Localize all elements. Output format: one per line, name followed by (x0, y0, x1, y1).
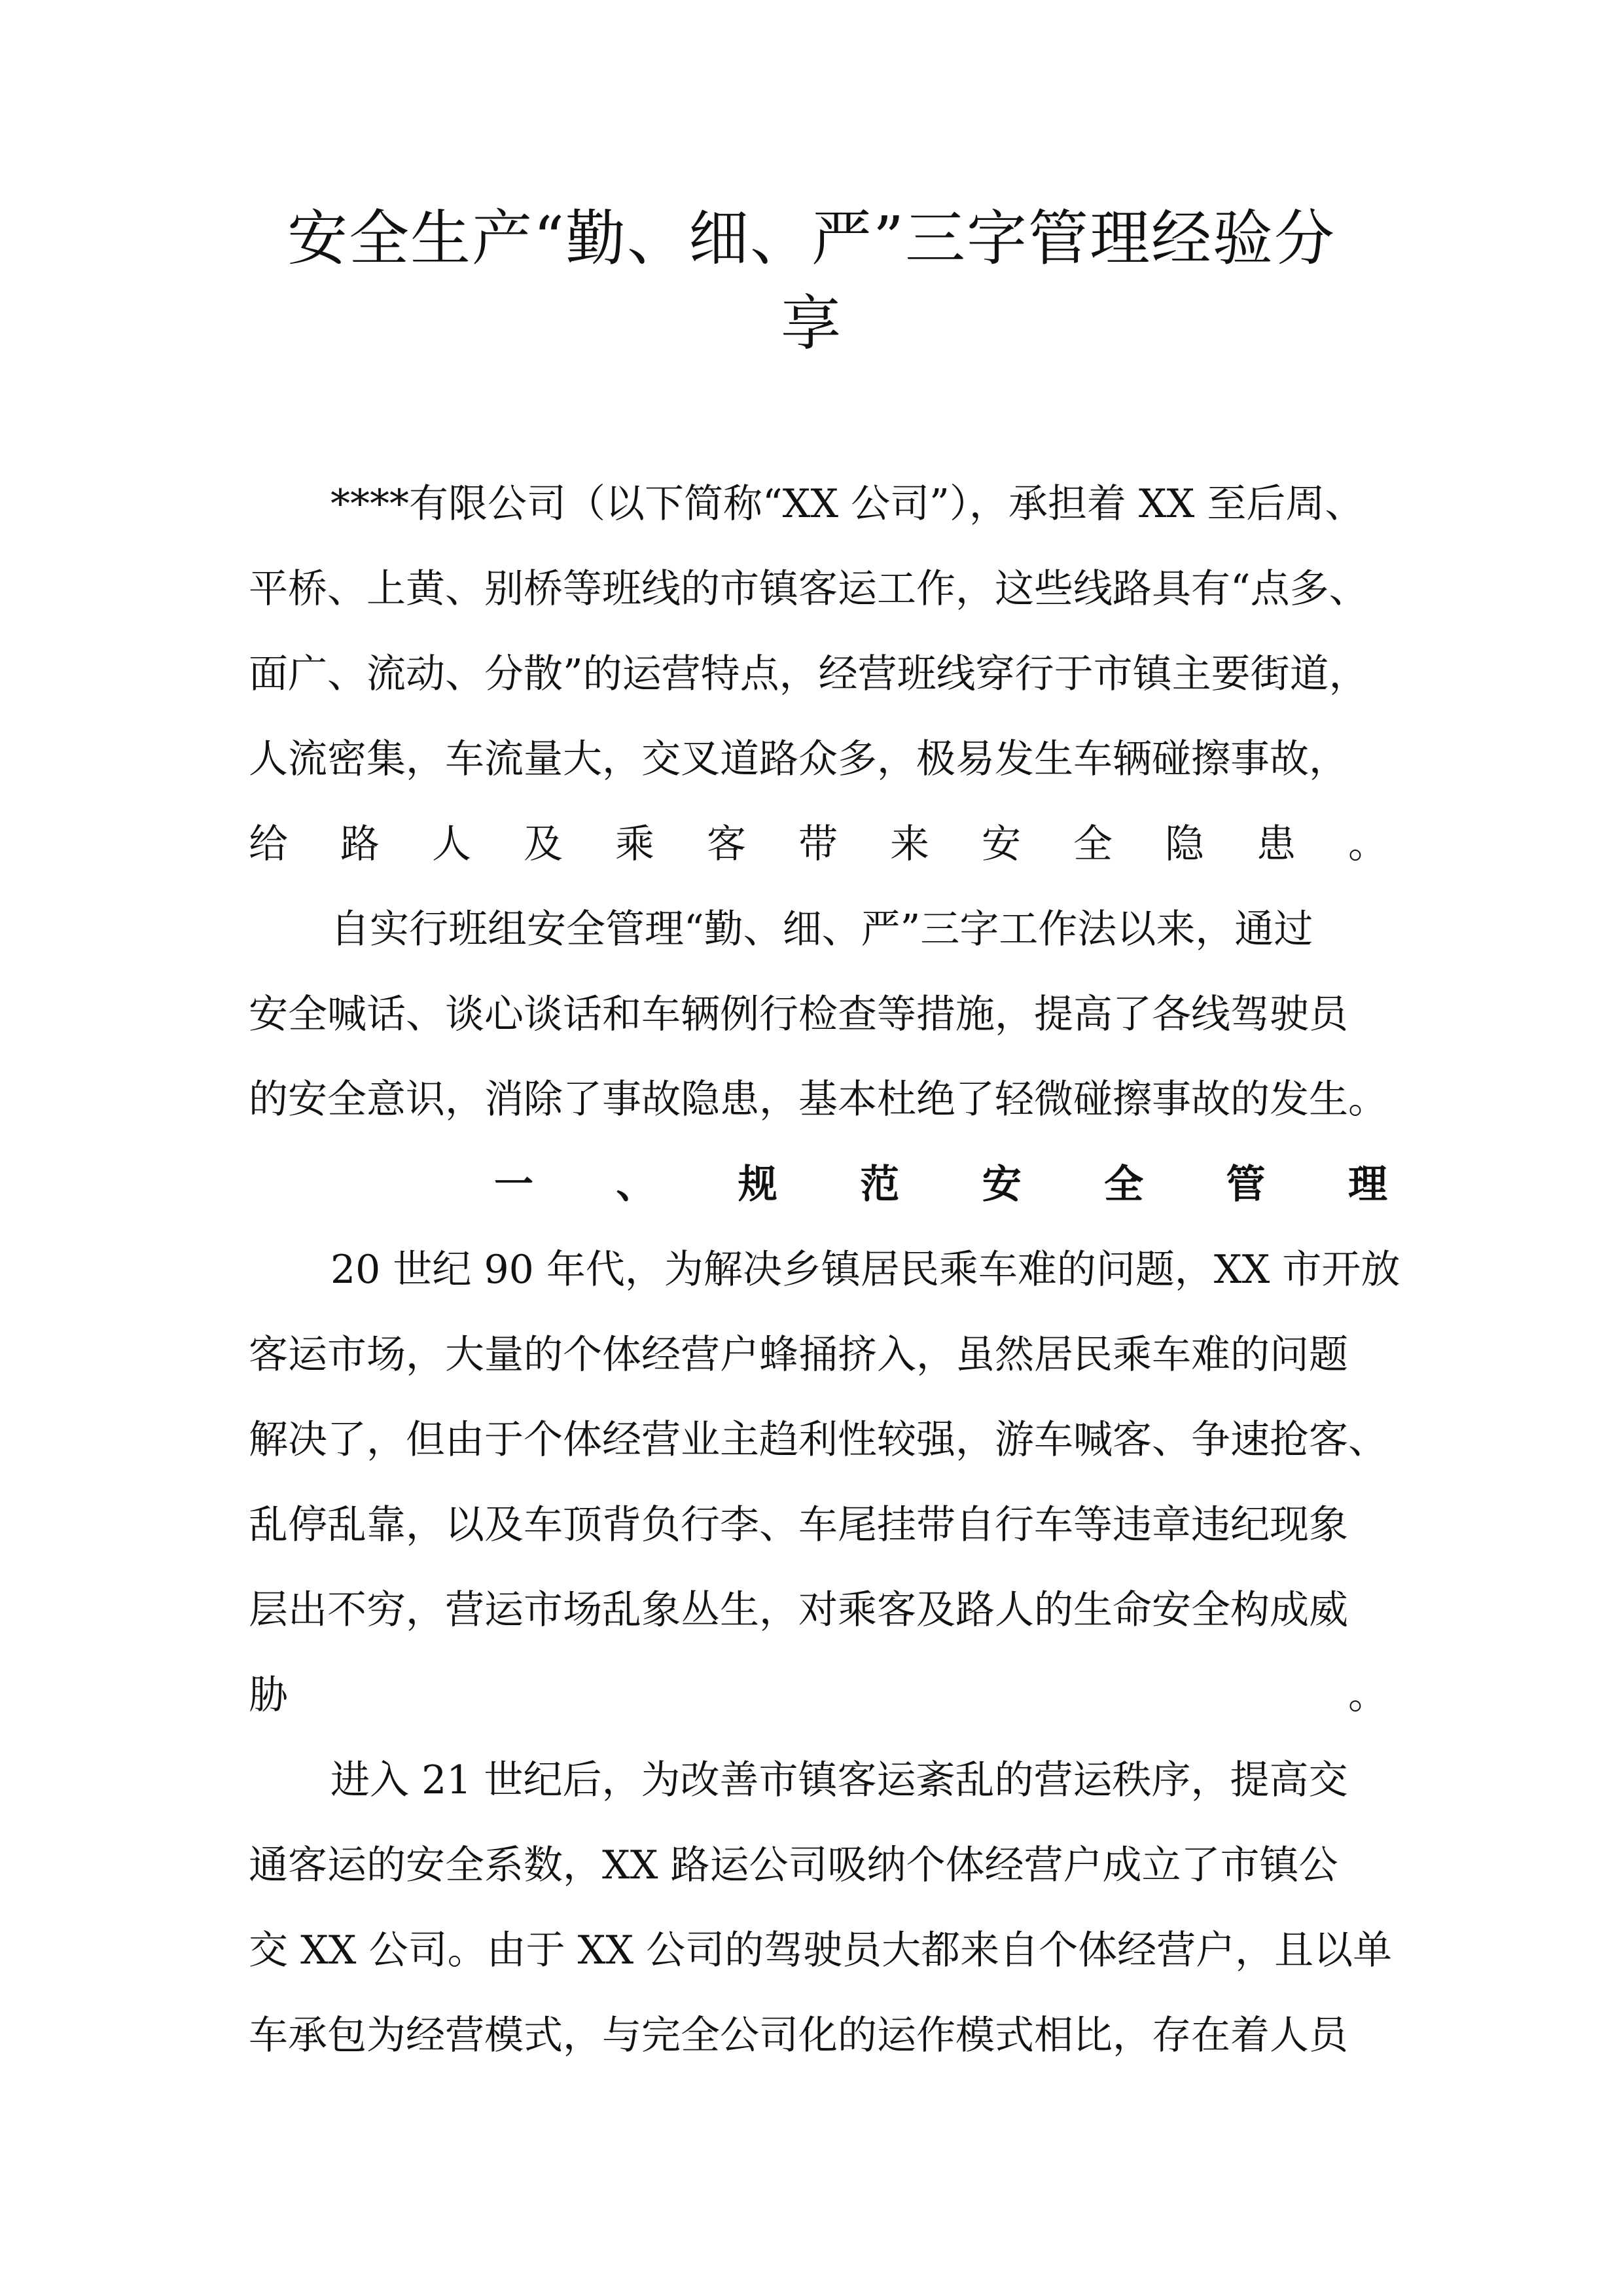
paragraph-3-line-5: 层出不穷，营运市场乱象丛生，对乘客及路人的生命安全构成威 (249, 1587, 1348, 1633)
p1-char: 来 (890, 821, 929, 867)
heading-char: 全 (1104, 1162, 1144, 1208)
p1-char: 全 (1073, 821, 1113, 867)
document-title (249, 196, 1374, 367)
paragraph-4-line-2: 通客运的安全系数，XX 路运公司吸纳个体经营户成立了市镇公 (249, 1842, 1338, 1888)
p3-end-mark: 。 (1348, 1672, 1387, 1718)
paragraph-3-line-3: 解决了，但由于个体经营业主趋利性较强，游车喊客、争速抢客、 (249, 1417, 1387, 1463)
p1-char: 隐 (1165, 821, 1204, 867)
heading-char: 规 (738, 1162, 777, 1208)
title-line-2: 享 (780, 289, 842, 359)
paragraph-2-line-1: 自实行班组安全管理“勤、细、严”三字工作法以来，通过 (330, 906, 1313, 952)
paragraph-1-line-5 (249, 802, 1387, 887)
p1-char: 及 (524, 821, 563, 867)
p1-char: 患 (1257, 821, 1296, 867)
heading-char: 管 (1226, 1162, 1266, 1208)
p1-char: 安 (982, 821, 1021, 867)
heading-char: 一 (494, 1162, 533, 1208)
paragraph-3-line-1: 20 世纪 90 年代，为解决乡镇居民乘车难的问题，XX 市开放 (330, 1247, 1400, 1293)
p1-char: 客 (707, 821, 746, 867)
document-body (249, 461, 1400, 2078)
heading-char: 、 (616, 1162, 656, 1208)
paragraph-2-line-2: 安全喊话、谈心谈话和车辆例行检查等措施，提高了各线驾驶员 (249, 992, 1348, 1037)
paragraph-1-line-3: 面广、流动、分散”的运营特点，经营班线穿行于市镇主要街道， (249, 651, 1368, 697)
p1-char: 。 (1348, 821, 1387, 867)
paragraph-1-line-2: 平桥、上黄、别桥等班线的市镇客运工作，这些线路具有“点多、 (249, 566, 1368, 612)
section-heading (249, 1142, 1387, 1227)
paragraph-3-line-4: 乱停乱靠，以及车顶背负行李、车尾挂带自行车等违章违纪现象 (249, 1502, 1348, 1548)
paragraph-1-line-1: ****有限公司（以下简称“XX 公司”），承担着 XX 至后周、 (330, 481, 1364, 527)
paragraph-4-line-1: 进入 21 世纪后，为改善市镇客运紊乱的营运秩序，提高交 (330, 1757, 1348, 1803)
p3-last-char: 胁 (249, 1672, 288, 1718)
heading-char: 范 (860, 1162, 900, 1208)
heading-char: 安 (982, 1162, 1022, 1208)
paragraph-1-line-4: 人流密集，车流量大，交叉道路众多，极易发生车辆碰擦事故， (249, 736, 1348, 782)
p1-char: 乘 (615, 821, 654, 867)
heading-char: 理 (1347, 1162, 1387, 1208)
p1-char: 给 (249, 821, 288, 867)
paragraph-4-line-3: 交 XX 公司。由于 XX 公司的驾驶员大都来自个体经营户，且以单 (249, 1928, 1393, 1973)
paragraph-2-line-3: 的安全意识，消除了事故隐患，基本杜绝了轻微碰擦事故的发生。 (249, 1077, 1387, 1122)
p1-char: 路 (340, 821, 380, 867)
paragraph-4-line-4: 车承包为经营模式，与完全公司化的运作模式相比，存在着人员 (249, 2013, 1348, 2058)
title-line-1: 安全生产“勤、细、严”三字管理经验分 (287, 204, 1336, 274)
paragraph-3-line-6 (249, 1653, 1387, 1738)
paragraph-3-line-2: 客运市场，大量的个体经营户蜂捅挤入，虽然居民乘车难的问题 (249, 1332, 1348, 1378)
p1-char: 人 (432, 821, 471, 867)
p1-char: 带 (798, 821, 838, 867)
